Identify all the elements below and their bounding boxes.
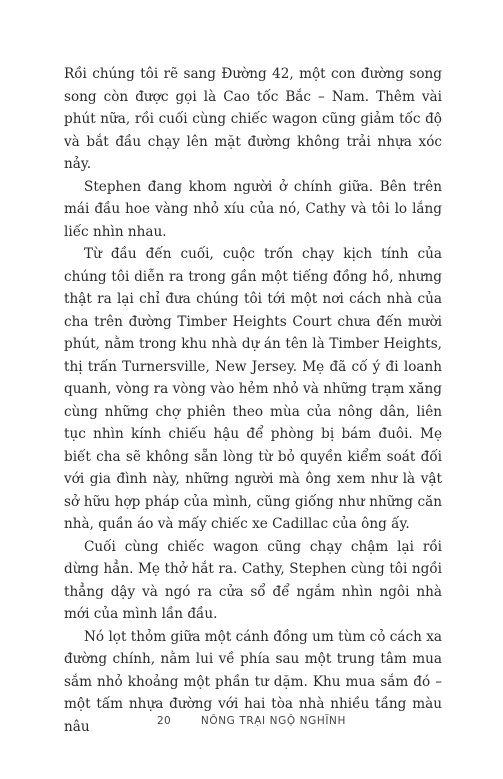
paragraph-5: Nó lọt thỏm giữa một cánh đồng um tùm cỏ cách xa đường chính, nằm lui về phía sau một trung tâm mua sắm nhỏ khoảng một phần tư dặm. Khu mua sắm đó – một tấm nhựa đường với hai tòa nhà nhiều tầng màu nâu bbox=[64, 628, 442, 735]
paragraph-4: Cuối cùng chiếc wagon cũng chạy chậm lại rồi dừng hẳn. Mẹ thở hắt ra. Cathy, Stephen cùng tôi ngồi thẳng dậy và ngó ra cửa sổ để ngắm nhìn ngôi nhà mới của mình lần đầu. bbox=[64, 538, 442, 622]
paragraph-1: Rồi chúng tôi rẽ sang Đường 42, một con đường song song còn được gọi là Cao tốc Bắc – Nam. Thêm vài phút nữa, rồi cuối cùng chiếc wagon cũng giảm tốc độ và bắt đầu chạy lên mặt đường không trải nhựa xóc nảy. bbox=[64, 66, 442, 172]
paragraph-2: Stephen đang khom người ở chính giữa. Bên trên mái đầu hoe vàng nhỏ xíu của nó, Cathy và tôi lo lắng liếc nhìn nhau. bbox=[64, 178, 442, 240]
body-text bbox=[64, 63, 442, 738]
page-number: 20 bbox=[156, 715, 171, 727]
page-footer bbox=[0, 715, 503, 727]
paragraph-3: Từ đầu đến cuối, cuộc trốn chạy kịch tính của chúng tôi diễn ra trong gần một tiếng đồng hồ, nhưng thật ra lại chỉ đưa chúng tôi tới một nơi cách nhà của cha trên đường Timber Heights Court chưa đến mười phút, nằm trong khu nhà dự án tên là Timber Heights, thị trấn Turnersville, New Jersey. Mẹ đã cố ý đi loanh quanh, vòng ra vòng vào hẻm nhỏ và những trạm xăng cùng những chợ phiên theo mùa của nông dân, liên tục nhìn kính chiếu hậu để phòng bị bám đuôi. Mẹ biết cha sẽ không sẵn lòng từ bỏ quyền kiểm soát đối với gia đình này, những người mà ông xem như là vật sở hữu hợp pháp của mình, cũng giống như những căn nhà, quần áo và mấy chiếc xe Cadillac của ông ấy. bbox=[64, 246, 442, 532]
running-title: NÔNG TRẠI NGỘ NGHĨNH bbox=[200, 715, 347, 727]
